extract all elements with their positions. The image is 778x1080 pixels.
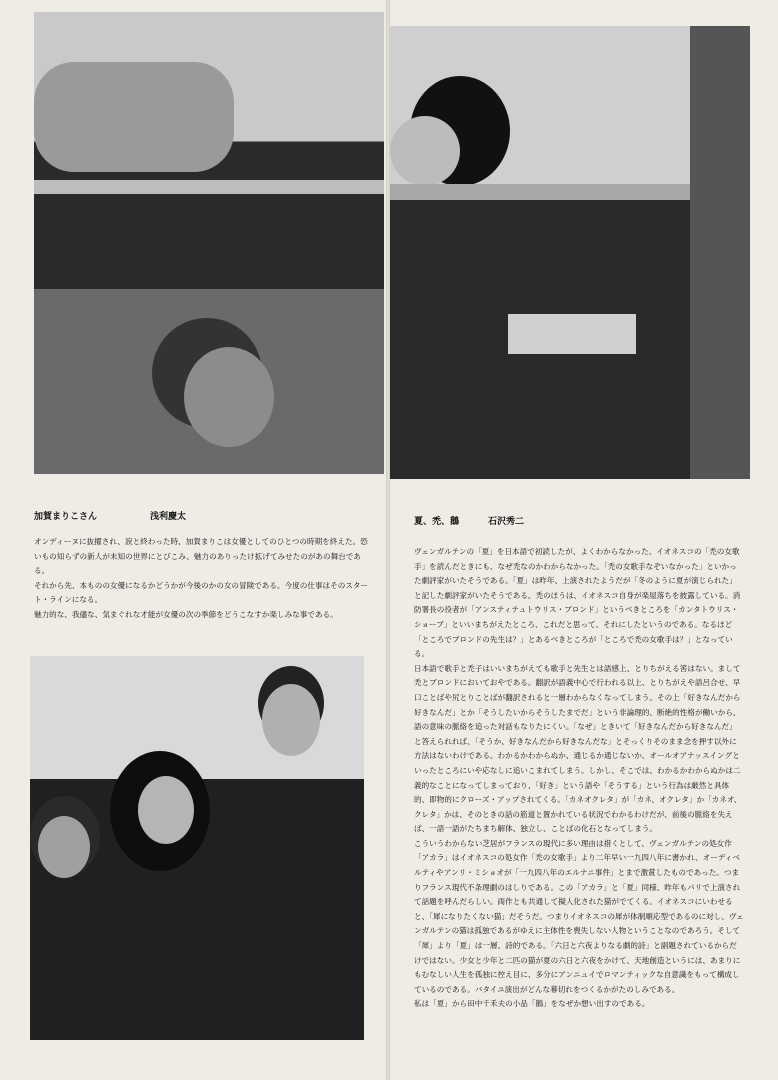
left-article bbox=[34, 535, 370, 623]
caption-actress: 加賀まりこさん bbox=[34, 512, 98, 522]
man-right-face bbox=[262, 684, 320, 756]
woman-face bbox=[390, 116, 460, 186]
photo-top-left bbox=[34, 12, 384, 474]
left-paragraph: それから先、本ものの女優になるかどうかが今後のかの女の冒険である。今度の仕事はそのスタート・ラインになる。 bbox=[34, 580, 369, 605]
shelf-edge bbox=[34, 180, 384, 194]
shelf-top bbox=[390, 184, 720, 200]
papers bbox=[508, 314, 636, 354]
person-lying-body bbox=[34, 62, 234, 172]
caption-director: 浅利慶太 bbox=[150, 512, 187, 522]
photo-group bbox=[30, 656, 364, 1040]
right-paragraph: ヴェンガルテンの「夏」を日本語で初読したが、よくわからなかった。イオネスコの「禿の女歌手」を読んだときにも、なぜ禿なのかわからなかった。「禿の女歌手なぞいなかった」といかった劇評家がいたそうである。「夏」は昨年、上演されたようだが「冬のように夏が演じられた」と記した劇評家がいたそうである。禿のほうは、イオネスコ自身が楽屋落ちを披露している。消防署長の役者が「アンスティテュトウリス・ブロンド」というべきところを「カンタトウリス・ショーブ」といいまちがえたところ、これだと思って、それにしたというのである。なるほど「ところでブロンドの先生は？」とあるべきところが「ところで禿の女歌手は？」となっている。 bbox=[414, 547, 741, 659]
right-paragraph: 私は「夏」から田中千禾夫の小品「鵝」をなぜか想い出すのである。 bbox=[414, 999, 650, 1009]
right-paragraph: 日本語で歌手と禿子はいいまちがえても歌手と先生とは語感上、とりちがえる筈はない。まして禿とブロンドにおいておやである。翻訳が語義中心で行われる以上、とりちがえや語呂合せ、早口ことばや尻とりことばが翻訳されると一層わからなくなってしまう。その上「好きなんだから好きなんだ」とか「そうしたいからそうしたまでだ」という非論理的、断絶的性格が働いから、語の意味の脈絡を追った対話もなりたにくい。「なぜ」ときいて「好きなんだから好きなんだ」と答えられれば、「そうか、好きなんだから好きなんだな」とそっくりそのまま念を押す以外に方法はないわけである。わかるかわからぬか、通じるか通じないか、オールオアナッスイングといったところにいや応なしに追いこまれてしまう。しかし、そこでは、わかるかわからぬかは二義的なことになってしまっており、「好き」という語や「そうする」という行為は厳然と具体的、即物的にクローズ・アップされてくる。「カネオクレタ」が「カネ、オクレタ」か「カネオ、クレタ」かは、そのときの話の筋道と置かれている状況でわかるわけだが、前後の脈絡を失えば、一語一語がたちまち解体、独立し、ことばの化石となってしまう。 bbox=[414, 663, 742, 834]
article-author: 石沢秀二 bbox=[488, 517, 525, 527]
right-paragraph: こういうわからない芝居がフランスの現代に多い理由は措くとして、ヴェンガルテンの処女作「アカラ」はイオネスコの処女作「禿の女歌手」より二年早い一九四八年に書かれ、オーディベルティやアンリ・ミショオが「一九四八年のエルナニ事件」とまで激賞したものであった。つまりフランス現代不条理劇のはしりである。この「アカラ」と「夏」同様、昨年もパリで上演されて話題を呼んだらしい。両作とも共通して擬人化された猫がでてくる。イオネスコにいわせると、「犀になりたくない猫」だそうだ。つまりイオネスコの犀が体制順応型であるのに対し、ヴェンガルテンの猫は孤独であるがゆえに主体性を喪失しない人物ということなのであろう。そして「犀」より「夏」は一層、詩的である。「六日と六夜よりなる劇的詩」と副題されているからだけではない。少女と少年と二匹の猫が夏の六日と六夜をかけて、天地創造というには、あまりにもむなしい人生を孤独に控え目に、多分にアンニュイでロマンティックな自意識をもって構成しているのである。バタイユ演出がどんな幕切れをつくるかがたのしみである。 bbox=[414, 838, 744, 994]
woman-face bbox=[138, 776, 194, 844]
curtain bbox=[690, 26, 750, 479]
left-paragraph: 魅力的な、我儘な、気まぐれな才能が女優の次の季節をどうこなすか楽しみな事である。 bbox=[34, 609, 338, 619]
right-article bbox=[414, 545, 744, 1012]
photo-top-right bbox=[390, 26, 750, 479]
man-face bbox=[184, 347, 274, 447]
man-left-face bbox=[38, 816, 90, 878]
article-title: 夏、禿、鵝 bbox=[414, 517, 460, 527]
left-paragraph: オンディーヌに抜擢され、涙と終わった時、加賀まりこは女優としてのひとつの時期を終えた。恐いもの知らずの新人が未知の世界にとびこみ、魅力のありったけ拡げてみせたのがあの舞台である。 bbox=[34, 537, 368, 576]
